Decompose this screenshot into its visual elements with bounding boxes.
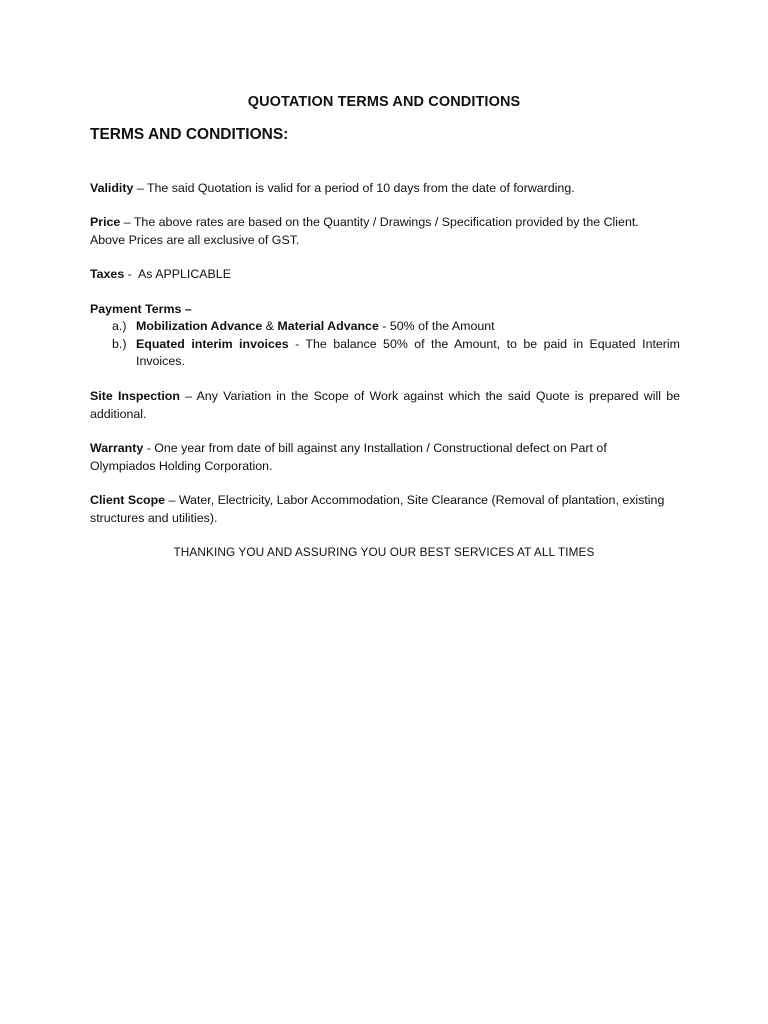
- document-title: QUOTATION TERMS AND CONDITIONS: [247, 94, 521, 110]
- warranty-label: Warranty: [90, 441, 144, 455]
- warranty-clause: [90, 440, 630, 475]
- closing-statement: THANKING YOU AND ASSURING YOU OUR BEST SERVICES AT ALL TIMES: [173, 545, 595, 559]
- site-inspection-label: Site Inspection: [90, 389, 180, 403]
- price-label: Price: [90, 215, 121, 229]
- price-clause: [90, 214, 680, 249]
- site-inspection-text: – Any Variation in the Scope of Work against which the said Quote is prepared will be additional.: [90, 389, 680, 421]
- payment-terms-clause: [90, 301, 680, 319]
- client-scope-label: Client Scope: [90, 493, 166, 507]
- taxes-text: - As APPLICABLE: [124, 267, 231, 281]
- payment-terms-text: –: [181, 302, 192, 316]
- taxes-clause: [90, 266, 680, 284]
- client-scope-clause: [90, 492, 680, 527]
- validity-text: – The said Quotation is valid for a period of 10 days from the date of forwarding.: [133, 181, 575, 195]
- list-marker: a.): [112, 319, 127, 333]
- price-text: – The above rates are based on the Quantity / Drawings / Specification provided by the Client.: [120, 215, 639, 229]
- list-item: [90, 318, 680, 336]
- payment-terms-list: [90, 318, 680, 371]
- payment-item-label: Equated interim invoices: [136, 336, 289, 351]
- price-text-line2: Above Prices are all exclusive of GST.: [90, 232, 300, 247]
- client-scope-text: – Water, Electricity, Labor Accommodation, Site Clearance (Removal of plantation, existing structures and utilities).: [90, 493, 665, 525]
- taxes-label: Taxes: [90, 267, 125, 281]
- payment-terms-label: Payment Terms: [90, 302, 182, 316]
- payment-item-label: Mobilization Advance: [136, 319, 263, 333]
- validity-clause: [90, 180, 680, 198]
- list-item: [90, 336, 680, 371]
- payment-item-label2: Material Advance: [277, 319, 379, 333]
- site-inspection-clause: [90, 388, 680, 423]
- validity-label: Validity: [90, 181, 134, 195]
- warranty-text: - One year from date of bill against any Installation / Constructional defect on Part of Olympiados Holding Corporation.: [90, 441, 607, 473]
- list-marker: b.): [112, 336, 127, 351]
- payment-item-text: - 50% of the Amount: [378, 319, 495, 333]
- payment-item-text: - The balance 50% of the Amount, to be paid in Equated Interim Invoices.: [136, 336, 680, 368]
- payment-item-mid: &: [262, 319, 278, 333]
- section-heading: TERMS AND CONDITIONS:: [90, 126, 289, 143]
